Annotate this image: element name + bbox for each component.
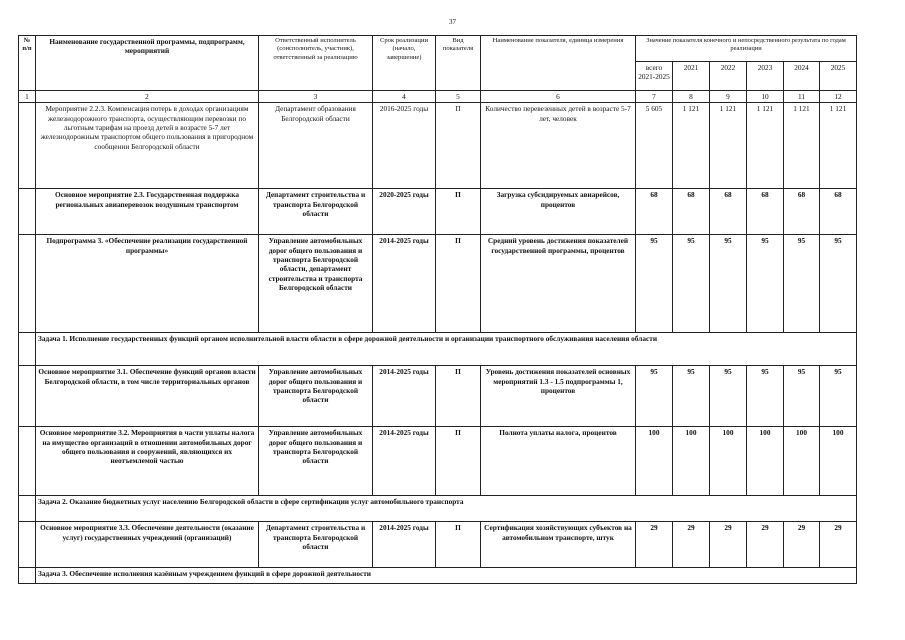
row-value-2023: 68 bbox=[747, 189, 784, 235]
row-kind: П bbox=[436, 522, 481, 568]
col-number: 8 bbox=[673, 91, 710, 103]
row-value-2025: 95 bbox=[820, 366, 857, 427]
row-executor: Департамент строительства и транспорта Белгородской области bbox=[259, 189, 373, 235]
row-value-2024: 95 bbox=[784, 235, 820, 333]
row-value-2022: 100 bbox=[710, 427, 747, 496]
row-total: 100 bbox=[636, 427, 673, 496]
table-row bbox=[19, 103, 857, 189]
col-number: 5 bbox=[436, 91, 481, 103]
col-number: 1 bbox=[19, 91, 36, 103]
row-value-2023: 95 bbox=[747, 235, 784, 333]
row-period: 2014-2025 годы bbox=[373, 427, 436, 496]
row-kind: П bbox=[436, 103, 481, 189]
row-executor: Департамент строительства и транспорта Белгородской области bbox=[259, 522, 373, 568]
indicators-table bbox=[18, 35, 857, 584]
row-number bbox=[19, 522, 36, 568]
row-value-2023: 95 bbox=[747, 366, 784, 427]
row-period: 2020-2025 годы bbox=[373, 189, 436, 235]
row-executor: Департамент образования Белгородской области bbox=[259, 103, 373, 189]
row-name: Мероприятие 2.2.3. Компенсация потерь в доходах организациям железнодорожного транспорта, осуществляющим перевозки по льготным тарифам на проезд детей в возрасте 5-7 лет железнодорожным транспортом общего пользования в пригородном сообщении Белгородской области bbox=[36, 103, 259, 189]
row-period: 2014-2025 годы bbox=[373, 366, 436, 427]
row-indicator: Загрузка субсидируемых авиарейсов, процентов bbox=[481, 189, 636, 235]
row-value-2025: 68 bbox=[820, 189, 857, 235]
row-number bbox=[19, 366, 36, 427]
row-name: Подпрограмма 3. «Обеспечение реализации государственной программы» bbox=[36, 235, 259, 333]
header-indicator: Наименование показателя, единица измерения bbox=[481, 36, 636, 91]
row-value-2025: 29 bbox=[820, 522, 857, 568]
row-value-2023: 100 bbox=[747, 427, 784, 496]
row-kind: П bbox=[436, 235, 481, 333]
row-value-2021: 95 bbox=[673, 366, 710, 427]
row-value-2022: 29 bbox=[710, 522, 747, 568]
row-value-2023: 29 bbox=[747, 522, 784, 568]
header-year-2022: 2022 bbox=[710, 62, 747, 91]
row-name: Основное мероприятие 2.3. Государственная поддержка региональных авиаперевозок воздушным транспортом bbox=[36, 189, 259, 235]
header-period: Срок реализации (начало, завершение) bbox=[373, 36, 436, 91]
row-value-2024: 68 bbox=[784, 189, 820, 235]
table-row bbox=[19, 189, 857, 235]
task-row bbox=[19, 333, 857, 366]
task-title: Задача 1. Исполнение государственных функций органом исполнительной власти области в сфере дорожной деятельности и организации транспортного обслуживания населения области bbox=[36, 333, 857, 366]
row-value-2025: 1 121 bbox=[820, 103, 857, 189]
row-value-2024: 1 121 bbox=[784, 103, 820, 189]
header-executor: Ответственный исполнитель (соисполнитель, участник), ответственный за реализацию bbox=[259, 36, 373, 91]
row-indicator: Полнота уплаты налога, процентов bbox=[481, 427, 636, 496]
task-title: Задача 2. Оказание бюджетных услуг населению Белгородской области в сфере сертификации услуг автомобильного транспорта bbox=[36, 496, 857, 522]
row-kind: П bbox=[436, 366, 481, 427]
row-number bbox=[19, 427, 36, 496]
row-period: 2016-2025 годы bbox=[373, 103, 436, 189]
row-name: Основное мероприятие 3.3. Обеспечение деятельности (оказание услуг) государственных учреждений (организаций) bbox=[36, 522, 259, 568]
row-value-2025: 95 bbox=[820, 235, 857, 333]
row-period: 2014-2025 годы bbox=[373, 522, 436, 568]
row-kind: П bbox=[436, 427, 481, 496]
header-year-2021: 2021 bbox=[673, 62, 710, 91]
col-number: 6 bbox=[481, 91, 636, 103]
col-number: 7 bbox=[636, 91, 673, 103]
row-value-2021: 100 bbox=[673, 427, 710, 496]
row-number bbox=[19, 103, 36, 189]
row-value-2022: 1 121 bbox=[710, 103, 747, 189]
row-total: 68 bbox=[636, 189, 673, 235]
page-number: 37 bbox=[449, 18, 456, 26]
row-indicator: Уровень достижения показателей основных мероприятий 1.3 - 1.5 подпрограммы 1, процентов bbox=[481, 366, 636, 427]
header-name: Наименование государственной программы, подпрограмм, мероприятий bbox=[36, 36, 259, 91]
row-total: 95 bbox=[636, 366, 673, 427]
header-row bbox=[19, 36, 857, 62]
row-executor: Управление автомобильных дорог общего пользования и транспорта Белгородской области bbox=[259, 427, 373, 496]
row-total: 5 605 bbox=[636, 103, 673, 189]
row-value-2022: 95 bbox=[710, 235, 747, 333]
row-kind: П bbox=[436, 189, 481, 235]
task-row bbox=[19, 496, 857, 522]
col-number: 12 bbox=[820, 91, 857, 103]
row-executor: Управление автомобильных дорог общего пользования и транспорта Белгородской области bbox=[259, 366, 373, 427]
row-value-2024: 29 bbox=[784, 522, 820, 568]
row-value-2022: 95 bbox=[710, 366, 747, 427]
table-row bbox=[19, 427, 857, 496]
header-year-2024: 2024 bbox=[784, 62, 820, 91]
header-values-group: Значение показателя конечного и непосредственного результата по годам реализации bbox=[636, 36, 857, 62]
row-value-2025: 100 bbox=[820, 427, 857, 496]
column-numbers-row bbox=[19, 91, 857, 103]
row-value-2022: 68 bbox=[710, 189, 747, 235]
row-total: 95 bbox=[636, 235, 673, 333]
col-number: 2 bbox=[36, 91, 259, 103]
row-name: Основное мероприятие 3.1. Обеспечение функций органов власти Белгородской области, в том числе территориальных органов bbox=[36, 366, 259, 427]
table-row bbox=[19, 522, 857, 568]
row-value-2023: 1 121 bbox=[747, 103, 784, 189]
row-value-2021: 29 bbox=[673, 522, 710, 568]
row-executor: Управление автомобильных дорог общего пользования и транспорта Белгородской области, департамент строительства и транспорта Белгородской области bbox=[259, 235, 373, 333]
row-value-2021: 95 bbox=[673, 235, 710, 333]
task-title: Задача 3. Обеспечение исполнения казённым учреждением функций в сфере дорожной деятельности bbox=[36, 568, 857, 584]
row-indicator: Средний уровень достижения показателей государственной программы, процентов bbox=[481, 235, 636, 333]
table-row bbox=[19, 366, 857, 427]
row-value-2024: 100 bbox=[784, 427, 820, 496]
row-value-2024: 95 bbox=[784, 366, 820, 427]
row-total: 29 bbox=[636, 522, 673, 568]
header-total: всего 2021-2025 bbox=[636, 62, 673, 91]
row-indicator: Сертификация хозяйствующих субъектов на автомобильном транспорте, штук bbox=[481, 522, 636, 568]
row-number bbox=[19, 189, 36, 235]
task-row bbox=[19, 568, 857, 584]
row-number bbox=[19, 235, 36, 333]
header-kind: Вид показателя bbox=[436, 36, 481, 91]
col-number: 9 bbox=[710, 91, 747, 103]
col-number: 10 bbox=[747, 91, 784, 103]
row-value-2021: 68 bbox=[673, 189, 710, 235]
row-name: Основное мероприятие 3.2. Мероприятия в части уплаты налога на имущество организаций в отношении автомобильных дорог общего пользования и сооружений, являющихся их неотъемлемой частью bbox=[36, 427, 259, 496]
table-row bbox=[19, 235, 857, 333]
col-number: 4 bbox=[373, 91, 436, 103]
row-value-2021: 1 121 bbox=[673, 103, 710, 189]
row-period: 2014-2025 годы bbox=[373, 235, 436, 333]
col-number: 11 bbox=[784, 91, 820, 103]
row-indicator: Количество перевезенных детей в возрасте 5-7 лет, человек bbox=[481, 103, 636, 189]
header-year-2025: 2025 bbox=[820, 62, 857, 91]
header-no: № п/п bbox=[19, 36, 36, 91]
col-number: 3 bbox=[259, 91, 373, 103]
header-year-2023: 2023 bbox=[747, 62, 784, 91]
